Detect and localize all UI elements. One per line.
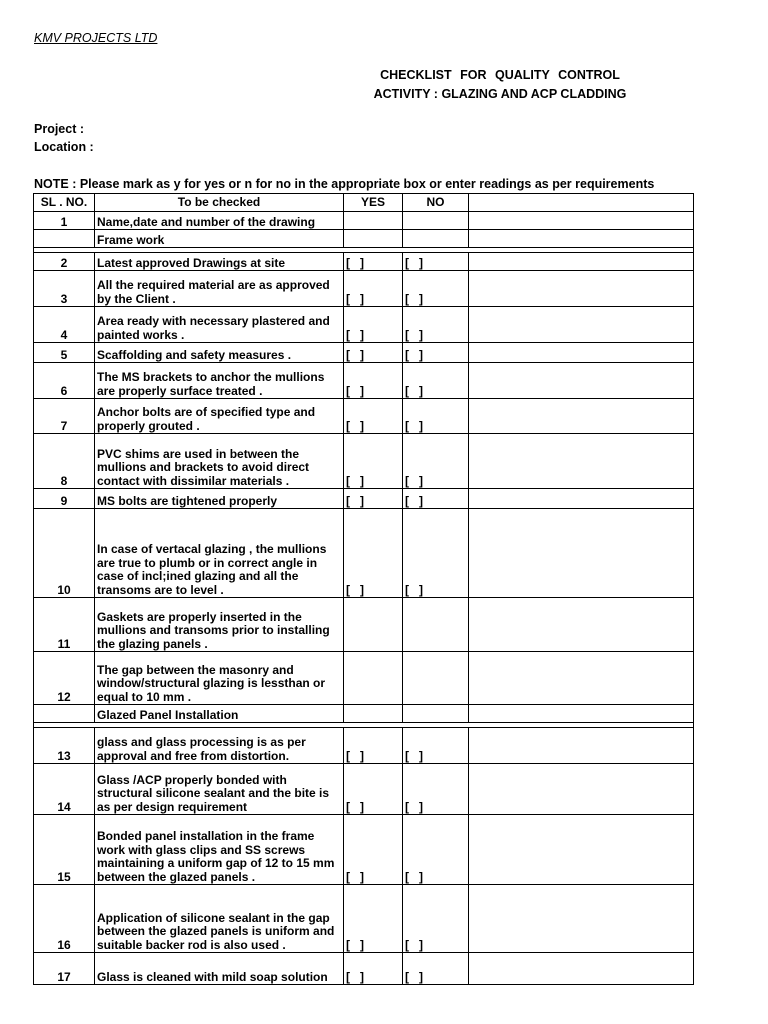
- row-yes-checkbox[interactable]: [ ]: [344, 399, 403, 434]
- row-yes-checkbox[interactable]: [ ]: [344, 434, 403, 489]
- row-remarks-field[interactable]: [469, 953, 694, 985]
- checklist-row: [34, 815, 694, 885]
- row-yes-checkbox[interactable]: [ ]: [344, 885, 403, 953]
- row-yes-checkbox[interactable]: [ ]: [344, 815, 403, 885]
- row-check-item: Glass is cleaned with mild soap solution: [95, 953, 344, 985]
- row-remarks-field[interactable]: [469, 509, 694, 598]
- row-sl-no: 3: [34, 271, 95, 307]
- row-yes-checkbox[interactable]: [ ]: [344, 953, 403, 985]
- row-remarks-field[interactable]: [469, 815, 694, 885]
- row-remarks-field[interactable]: [469, 885, 694, 953]
- header-remarks: [469, 194, 694, 212]
- row-no-checkbox[interactable]: [403, 598, 469, 652]
- section-heading: Glazed Panel Installation: [95, 705, 344, 723]
- section-yes-cell: [344, 230, 403, 248]
- checklist-row: [34, 307, 694, 343]
- section-yes-cell: [344, 705, 403, 723]
- header-to-be-checked: To be checked: [95, 194, 344, 212]
- checklist-row: [34, 885, 694, 953]
- row-no-checkbox[interactable]: [ ]: [403, 363, 469, 399]
- checklist-row: [34, 212, 694, 230]
- checklist-row: [34, 399, 694, 434]
- row-check-item: In case of vertacal glazing , the mullions are true to plumb or in correct angle in case of incl;ined glazing and all the transoms are to level .: [95, 509, 344, 598]
- row-check-item: The gap between the masonry and window/structural glazing is lessthan or equal to 10 mm .: [95, 652, 344, 705]
- row-remarks-field[interactable]: [469, 307, 694, 343]
- checklist-row: [34, 363, 694, 399]
- row-sl-no: 6: [34, 363, 95, 399]
- checklist-table: [33, 193, 694, 985]
- checklist-title: CHECKLIST FOR QUALITY CONTROL: [380, 68, 620, 82]
- row-check-item: The MS brackets to anchor the mullions are properly surface treated .: [95, 363, 344, 399]
- row-sl-no: 10: [34, 509, 95, 598]
- row-no-checkbox[interactable]: [ ]: [403, 343, 469, 363]
- checklist-row: [34, 764, 694, 815]
- section-row: [34, 230, 694, 248]
- checklist-row: [34, 434, 694, 489]
- header-no: NO: [403, 194, 469, 212]
- row-no-checkbox[interactable]: [ ]: [403, 271, 469, 307]
- row-no-checkbox[interactable]: [ ]: [403, 399, 469, 434]
- row-check-item: Scaffolding and safety measures .: [95, 343, 344, 363]
- row-remarks-field[interactable]: [469, 489, 694, 509]
- section-heading: Frame work: [95, 230, 344, 248]
- row-check-item: Bonded panel installation in the frame work with glass clips and SS screws maintaining a uniform gap of 12 to 15 mm between the glazed panels .: [95, 815, 344, 885]
- row-check-item: Name,date and number of the drawing: [95, 212, 344, 230]
- checklist-row: [34, 489, 694, 509]
- row-sl-no: 13: [34, 728, 95, 764]
- section-remarks-cell: [469, 230, 694, 248]
- checklist-row: [34, 253, 694, 271]
- row-remarks-field[interactable]: [469, 399, 694, 434]
- row-remarks-field[interactable]: [469, 598, 694, 652]
- row-check-item: Latest approved Drawings at site: [95, 253, 344, 271]
- row-check-item: Application of silicone sealant in the gap between the glazed panels is uniform and suitable backer rod is also used .: [95, 885, 344, 953]
- row-yes-checkbox[interactable]: [ ]: [344, 307, 403, 343]
- row-yes-checkbox[interactable]: [344, 652, 403, 705]
- checklist-row: [34, 953, 694, 985]
- row-remarks-field[interactable]: [469, 253, 694, 271]
- activity-title: ACTIVITY : GLAZING AND ACP CLADDING: [373, 87, 627, 101]
- row-sl-no: 14: [34, 764, 95, 815]
- row-no-checkbox[interactable]: [403, 212, 469, 230]
- row-no-checkbox[interactable]: [ ]: [403, 307, 469, 343]
- checklist-row: [34, 598, 694, 652]
- row-yes-checkbox[interactable]: [344, 598, 403, 652]
- row-no-checkbox[interactable]: [ ]: [403, 815, 469, 885]
- row-sl-no: 4: [34, 307, 95, 343]
- checklist-row: [34, 652, 694, 705]
- row-remarks-field[interactable]: [469, 212, 694, 230]
- row-remarks-field[interactable]: [469, 434, 694, 489]
- section-row: [34, 705, 694, 723]
- row-remarks-field[interactable]: [469, 728, 694, 764]
- row-sl-no: 1: [34, 212, 95, 230]
- row-sl-no: 2: [34, 253, 95, 271]
- row-remarks-field[interactable]: [469, 764, 694, 815]
- row-yes-checkbox[interactable]: [ ]: [344, 343, 403, 363]
- row-yes-checkbox[interactable]: [ ]: [344, 728, 403, 764]
- row-yes-checkbox[interactable]: [ ]: [344, 253, 403, 271]
- checklist-row: [34, 509, 694, 598]
- row-check-item: PVC shims are used in between the mullions and brackets to avoid direct contact with dissimilar materials .: [95, 434, 344, 489]
- row-yes-checkbox[interactable]: [ ]: [344, 271, 403, 307]
- checklist-rows: [34, 212, 694, 985]
- row-no-checkbox[interactable]: [ ]: [403, 764, 469, 815]
- row-no-checkbox[interactable]: [ ]: [403, 489, 469, 509]
- row-sl-no: 16: [34, 885, 95, 953]
- row-yes-checkbox[interactable]: [ ]: [344, 489, 403, 509]
- section-no-cell: [403, 230, 469, 248]
- row-yes-checkbox[interactable]: [344, 212, 403, 230]
- checklist-row: [34, 271, 694, 307]
- row-sl-no: 8: [34, 434, 95, 489]
- row-check-item: glass and glass processing is as per approval and free from distortion.: [95, 728, 344, 764]
- row-no-checkbox[interactable]: [403, 652, 469, 705]
- section-sl-cell: [34, 705, 95, 723]
- row-no-checkbox[interactable]: [ ]: [403, 253, 469, 271]
- section-sl-cell: [34, 230, 95, 248]
- section-remarks-cell: [469, 705, 694, 723]
- instruction-note: NOTE : Please mark as y for yes or n for no in the appropriate box or enter readings as per requirements: [34, 177, 655, 191]
- row-check-item: MS bolts are tightened properly: [95, 489, 344, 509]
- location-label: Location :: [34, 140, 94, 154]
- row-no-checkbox[interactable]: [ ]: [403, 728, 469, 764]
- row-sl-no: 11: [34, 598, 95, 652]
- row-check-item: Area ready with necessary plastered and painted works .: [95, 307, 344, 343]
- row-no-checkbox[interactable]: [ ]: [403, 434, 469, 489]
- row-remarks-field[interactable]: [469, 271, 694, 307]
- row-yes-checkbox[interactable]: [ ]: [344, 363, 403, 399]
- company-name: KMV PROJECTS LTD: [34, 31, 158, 45]
- row-sl-no: 9: [34, 489, 95, 509]
- row-sl-no: 7: [34, 399, 95, 434]
- header-sl-no: SL . NO.: [34, 194, 95, 212]
- row-remarks-field[interactable]: [469, 363, 694, 399]
- row-check-item: Gaskets are properly inserted in the mullions and transoms prior to installing the glazing panels .: [95, 598, 344, 652]
- row-no-checkbox[interactable]: [ ]: [403, 953, 469, 985]
- row-remarks-field[interactable]: [469, 652, 694, 705]
- checklist-row: [34, 728, 694, 764]
- row-no-checkbox[interactable]: [ ]: [403, 885, 469, 953]
- project-label: Project :: [34, 122, 85, 136]
- row-sl-no: 15: [34, 815, 95, 885]
- row-sl-no: 17: [34, 953, 95, 985]
- header-yes: YES: [344, 194, 403, 212]
- row-sl-no: 5: [34, 343, 95, 363]
- row-yes-checkbox[interactable]: [ ]: [344, 509, 403, 598]
- row-no-checkbox[interactable]: [ ]: [403, 509, 469, 598]
- row-check-item: Anchor bolts are of specified type and properly grouted .: [95, 399, 344, 434]
- table-header-row: [34, 194, 694, 212]
- row-check-item: Glass /ACP properly bonded with structural silicone sealant and the bite is as per design requirement: [95, 764, 344, 815]
- row-remarks-field[interactable]: [469, 343, 694, 363]
- row-check-item: All the required material are as approved by the Client .: [95, 271, 344, 307]
- section-no-cell: [403, 705, 469, 723]
- checklist-row: [34, 343, 694, 363]
- row-sl-no: 12: [34, 652, 95, 705]
- row-yes-checkbox[interactable]: [ ]: [344, 764, 403, 815]
